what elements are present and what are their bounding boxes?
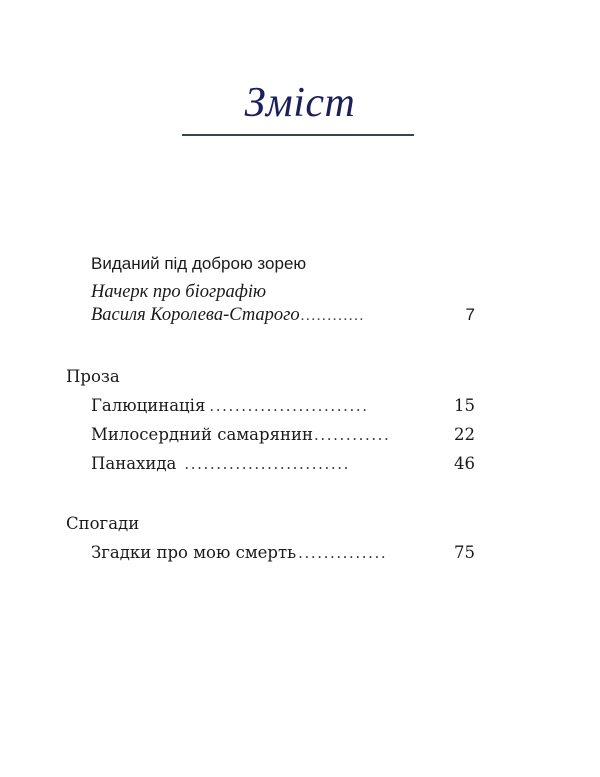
title-divider xyxy=(182,134,414,136)
page-number: 7 xyxy=(465,305,475,324)
entry-label: Панахида xyxy=(91,454,177,473)
entry-label: Згадки про мою смерть xyxy=(91,543,297,562)
page-number: 22 xyxy=(454,425,475,444)
entry-label: Василя Королева-Старого xyxy=(91,305,300,325)
toc-entry-intro[interactable] xyxy=(91,306,475,325)
intro-heading: Виданий під доброю зорею xyxy=(91,254,307,273)
dot-leader: ............ xyxy=(300,309,365,324)
toc-entry[interactable] xyxy=(91,427,475,444)
dot-leader: .............. xyxy=(298,546,388,561)
intro-entry-line1: Начерк про біографію xyxy=(91,282,267,302)
page-number: 46 xyxy=(454,454,475,473)
dot-leader: ......................... xyxy=(209,399,369,414)
page-title: Зміст xyxy=(244,80,356,126)
toc-entry[interactable] xyxy=(91,545,475,562)
toc-entry[interactable] xyxy=(91,456,475,473)
entry-label: Милосердний самарянин xyxy=(91,425,313,444)
entry-label: Галюцинація xyxy=(91,396,206,415)
page-number: 15 xyxy=(454,396,475,415)
dot-leader: ............ xyxy=(314,428,391,443)
page-number: 75 xyxy=(454,543,475,562)
section-heading-spohady: Спогади xyxy=(66,514,140,533)
section-heading-proza: Проза xyxy=(66,367,120,386)
dot-leader: .......................... xyxy=(184,457,350,472)
toc-entry[interactable] xyxy=(91,398,475,415)
